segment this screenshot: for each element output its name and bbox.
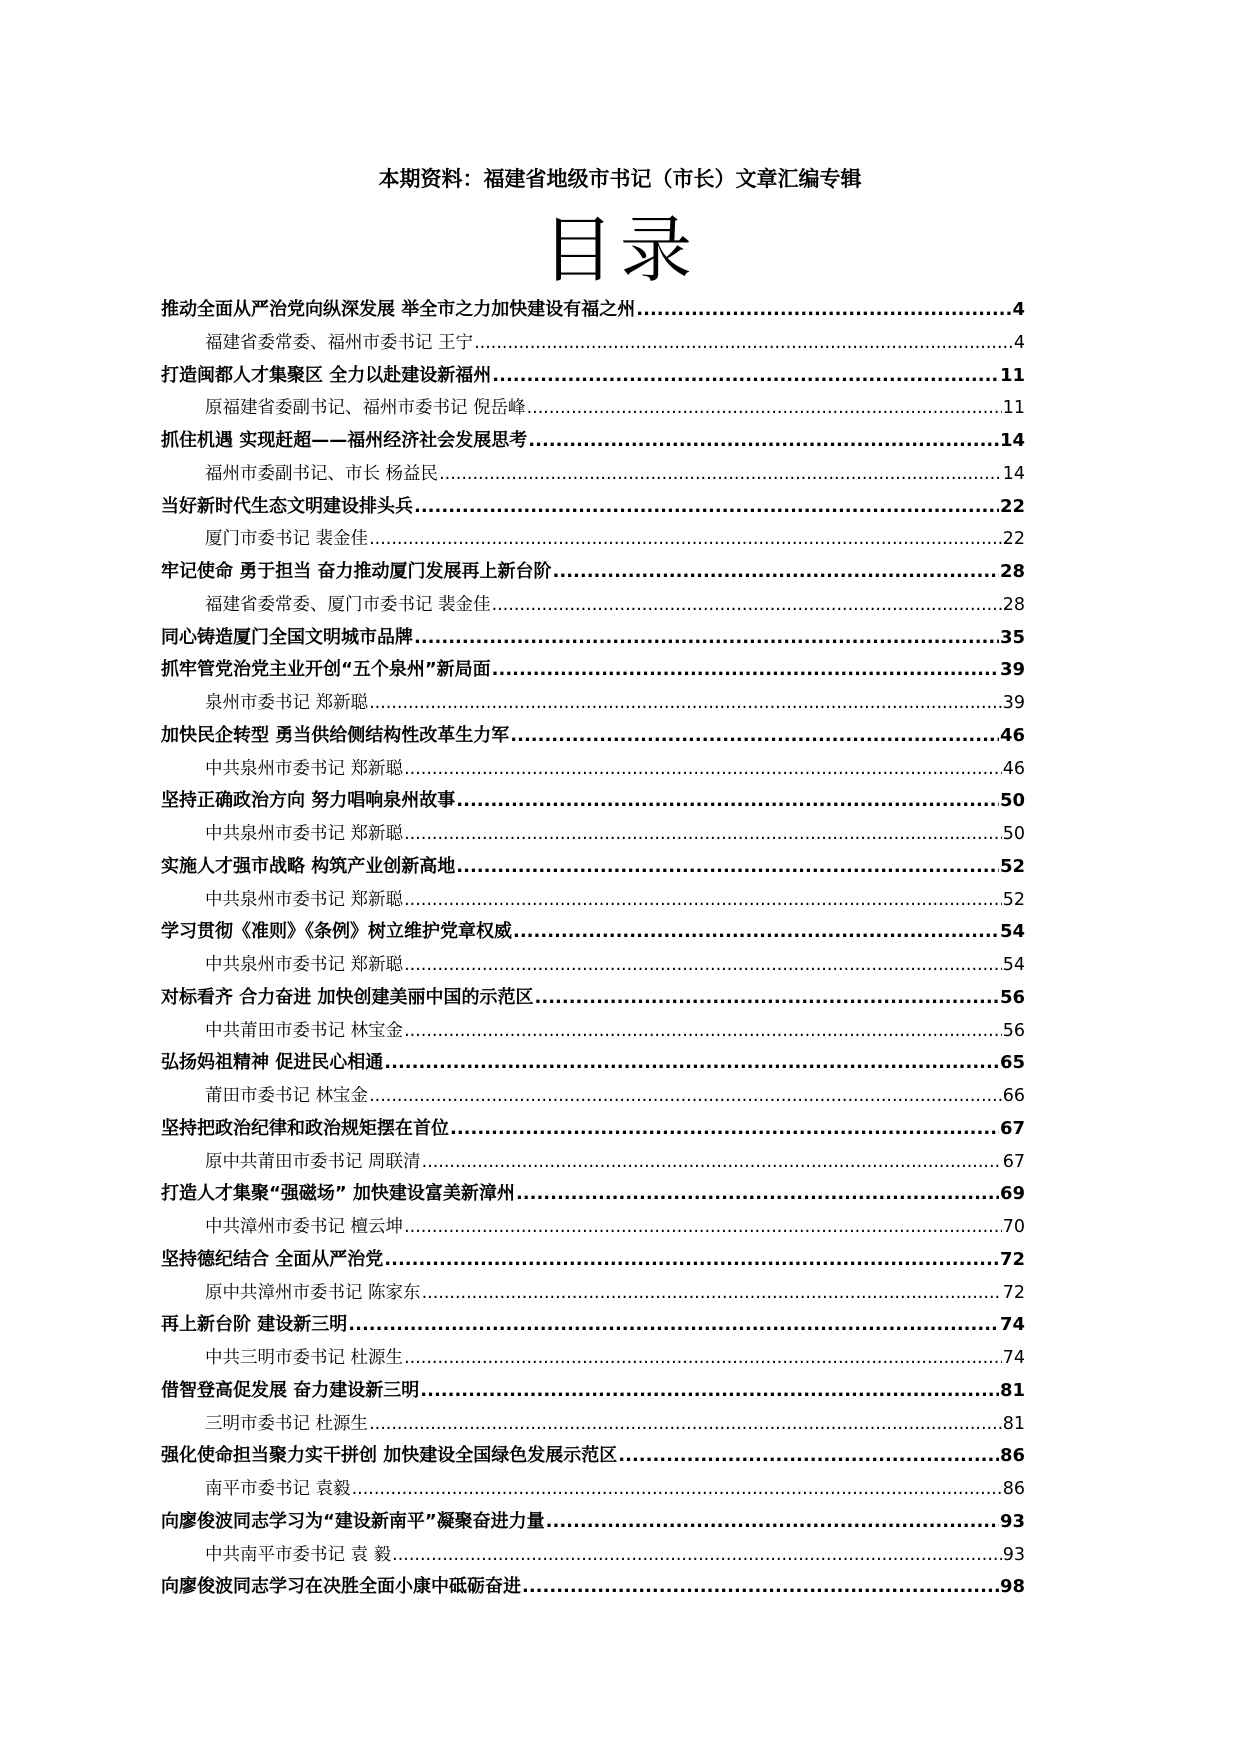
dot-leader bbox=[404, 818, 1002, 851]
dot-leader bbox=[414, 491, 999, 524]
dot-leader bbox=[456, 785, 999, 818]
toc-page-number: 50 bbox=[999, 790, 1025, 812]
toc-entry-author: 福州市委副书记、市长 杨益民 bbox=[205, 463, 439, 484]
toc-page-number: 56 bbox=[999, 986, 1025, 1008]
toc-entry-title: 当好新时代生态文明建设排头兵 bbox=[161, 495, 413, 517]
toc-entry-title: 推动全面从严治党向纵深发展 举全市之力加快建设有福之州 bbox=[161, 299, 636, 320]
toc-page-number: 67 bbox=[1002, 1151, 1025, 1172]
toc-page-number: 35 bbox=[999, 626, 1025, 648]
dot-leader bbox=[522, 1571, 999, 1604]
toc-entry[interactable] bbox=[161, 1571, 1025, 1604]
toc-author-entry[interactable] bbox=[161, 327, 1025, 360]
toc-entry-title: 牢记使命 勇于担当 奋力推动厦门发展再上新台阶 bbox=[161, 561, 552, 582]
dot-leader bbox=[618, 1440, 999, 1473]
toc-page-number: 81 bbox=[999, 1379, 1025, 1401]
toc-entry[interactable] bbox=[161, 622, 1025, 655]
toc-author-entry[interactable] bbox=[161, 1539, 1025, 1572]
toc-entry-title: 弘扬妈祖精神 促进民心相通 bbox=[161, 1052, 384, 1074]
toc-entry-title: 抓牢管党治党主业开创“五个泉州”新局面 bbox=[161, 659, 491, 681]
dot-leader bbox=[414, 622, 999, 655]
toc-author-entry[interactable] bbox=[161, 392, 1025, 425]
toc-entry-author: 莆田市委书记 林宝金 bbox=[205, 1086, 369, 1106]
dot-leader bbox=[439, 458, 1002, 491]
toc-entry-author: 南平市委书记 袁毅 bbox=[205, 1479, 351, 1499]
toc-entry-author: 中共泉州市委书记 郑新聪 bbox=[205, 824, 404, 844]
toc-entry-author: 中共莆田市委书记 林宝金 bbox=[205, 1020, 404, 1041]
toc-author-entry[interactable] bbox=[161, 523, 1025, 556]
toc-entry-author: 原中共漳州市委书记 陈家东 bbox=[205, 1282, 421, 1303]
toc-page-number: 11 bbox=[999, 364, 1025, 386]
toc-entry[interactable] bbox=[161, 556, 1025, 589]
dot-leader bbox=[492, 654, 999, 687]
toc-entry-title: 向廖俊波同志学习在决胜全面小康中砥砺奋进 bbox=[161, 1576, 521, 1598]
toc-author-entry[interactable] bbox=[161, 1473, 1025, 1506]
dot-leader bbox=[516, 1178, 999, 1211]
toc-entry-author: 中共泉州市委书记 郑新聪 bbox=[205, 955, 404, 975]
toc-page-number: 72 bbox=[1002, 1282, 1025, 1303]
dot-leader bbox=[513, 916, 999, 949]
dot-leader bbox=[404, 1342, 1002, 1375]
toc-page-number: 14 bbox=[1002, 463, 1025, 484]
toc-page-number: 28 bbox=[999, 561, 1025, 582]
dot-leader bbox=[546, 1506, 999, 1539]
dot-leader bbox=[510, 720, 999, 753]
toc-page-number: 52 bbox=[1002, 889, 1025, 910]
toc-entry[interactable] bbox=[161, 916, 1025, 949]
toc-entry-title: 实施人才强市战略 构筑产业创新高地 bbox=[161, 855, 456, 877]
toc-page-number: 4 bbox=[1013, 332, 1025, 353]
toc-entry[interactable] bbox=[161, 720, 1025, 753]
toc-entry-author: 中共南平市委书记 袁 毅 bbox=[205, 1544, 392, 1565]
dot-leader bbox=[528, 425, 999, 458]
dot-leader bbox=[422, 1146, 1002, 1179]
toc-entry-author: 厦门市委书记 裴金佳 bbox=[205, 529, 369, 550]
toc-page-number: 14 bbox=[999, 430, 1025, 451]
toc-entry-author: 三明市委书记 杜源生 bbox=[205, 1413, 369, 1434]
toc-author-entry[interactable] bbox=[161, 1342, 1025, 1375]
toc-page-number: 69 bbox=[999, 1183, 1025, 1205]
toc-entry-author: 泉州市委书记 郑新聪 bbox=[205, 693, 369, 713]
toc-page-number: 22 bbox=[999, 495, 1025, 517]
toc-page-number: 46 bbox=[1002, 758, 1025, 779]
dot-leader bbox=[535, 982, 999, 1015]
toc-entry-title: 坚持德纪结合 全面从严治党 bbox=[161, 1248, 384, 1270]
toc-title: 目录 bbox=[541, 208, 698, 292]
dot-leader bbox=[404, 884, 1002, 917]
toc-entry-title: 对标看齐 合力奋进 加快创建美丽中国的示范区 bbox=[161, 986, 534, 1008]
toc-entry-author: 福建省委常委、厦门市委书记 裴金佳 bbox=[205, 594, 491, 615]
toc-author-entry[interactable] bbox=[161, 1408, 1025, 1441]
toc-author-entry[interactable] bbox=[161, 458, 1025, 491]
toc-page-number: 56 bbox=[1002, 1020, 1025, 1041]
toc-page-number: 74 bbox=[999, 1314, 1025, 1336]
dot-leader bbox=[384, 1047, 999, 1080]
dot-leader bbox=[404, 949, 1002, 982]
toc-author-entry[interactable] bbox=[161, 753, 1025, 786]
dot-leader bbox=[369, 1080, 1002, 1113]
dot-leader bbox=[348, 1309, 999, 1342]
toc-entry[interactable] bbox=[161, 1506, 1025, 1539]
toc-entry-title: 学习贯彻《准则》《条例》树立维护党章权威 bbox=[161, 921, 512, 943]
toc-author-entry[interactable] bbox=[161, 1146, 1025, 1179]
toc-author-entry[interactable] bbox=[161, 1015, 1025, 1048]
toc-entry-title: 再上新台阶 建设新三明 bbox=[161, 1314, 348, 1336]
dot-leader bbox=[456, 851, 999, 884]
toc-entry-title: 加快民企转型 勇当供给侧结构性改革生力军 bbox=[161, 724, 510, 746]
dot-leader bbox=[404, 1211, 1002, 1244]
dot-leader bbox=[553, 556, 999, 589]
toc-entry-author: 原中共莆田市委书记 周联清 bbox=[205, 1151, 421, 1172]
toc-page-number: 39 bbox=[999, 659, 1025, 681]
dot-leader bbox=[404, 1015, 1002, 1048]
toc-entry-title: 打造人才集聚“强磁场” 加快建设富美新漳州 bbox=[161, 1183, 515, 1205]
toc-entry-author: 中共泉州市委书记 郑新聪 bbox=[205, 889, 404, 910]
toc-author-entry[interactable] bbox=[161, 687, 1025, 720]
toc-page-number: 11 bbox=[1002, 398, 1025, 419]
dot-leader bbox=[492, 360, 999, 393]
dot-leader bbox=[474, 327, 1013, 360]
toc-author-entry[interactable] bbox=[161, 949, 1025, 982]
toc-page-number: 65 bbox=[999, 1052, 1025, 1074]
dot-leader bbox=[369, 1408, 1002, 1441]
dot-leader bbox=[450, 1113, 999, 1146]
toc-entry[interactable] bbox=[161, 1309, 1025, 1342]
toc-entry[interactable] bbox=[161, 785, 1025, 818]
toc-page-number: 28 bbox=[1002, 594, 1025, 615]
toc-entry-author: 原福建省委副书记、福州市委书记 倪岳峰 bbox=[205, 398, 526, 419]
toc-page-number: 54 bbox=[1002, 955, 1025, 975]
issue-subtitle: 本期资料：福建省地级市书记（市长）文章汇编专辑 bbox=[378, 167, 862, 191]
dot-leader bbox=[420, 1375, 999, 1408]
toc-entry[interactable] bbox=[161, 1244, 1025, 1277]
toc-page-number: 93 bbox=[999, 1510, 1025, 1532]
toc-entry-title: 强化使命担当聚力实干拼创 加快建设全国绿色发展示范区 bbox=[161, 1445, 618, 1467]
toc-entry[interactable] bbox=[161, 1440, 1025, 1473]
dot-leader bbox=[369, 523, 1002, 556]
toc-entry[interactable] bbox=[161, 491, 1025, 524]
toc-entry-title: 打造闽都人才集聚区 全力以赴建设新福州 bbox=[161, 364, 492, 386]
toc-entry-author: 中共三明市委书记 杜源生 bbox=[205, 1348, 404, 1368]
dot-leader bbox=[422, 1277, 1002, 1310]
toc-author-entry[interactable] bbox=[161, 1080, 1025, 1113]
dot-leader bbox=[527, 392, 1002, 425]
toc-page-number: 39 bbox=[1002, 693, 1025, 713]
toc-author-entry[interactable] bbox=[161, 884, 1025, 917]
toc-page-number: 81 bbox=[1002, 1413, 1025, 1434]
toc-page-number: 86 bbox=[999, 1445, 1025, 1467]
toc-entry[interactable] bbox=[161, 360, 1025, 393]
toc-list bbox=[161, 294, 1025, 1604]
toc-entry[interactable] bbox=[161, 1375, 1025, 1408]
toc-entry-author: 福建省委常委、福州市委书记 王宁 bbox=[205, 332, 474, 353]
toc-page-number: 72 bbox=[999, 1248, 1025, 1270]
toc-page-number: 50 bbox=[1002, 824, 1025, 844]
toc-page-number: 46 bbox=[999, 724, 1025, 746]
toc-page-number: 98 bbox=[999, 1576, 1025, 1598]
toc-author-entry[interactable] bbox=[161, 589, 1025, 622]
toc-page-number: 22 bbox=[1002, 529, 1025, 550]
toc-page-number: 70 bbox=[1002, 1217, 1025, 1237]
toc-entry[interactable] bbox=[161, 1113, 1025, 1146]
toc-author-entry[interactable] bbox=[161, 1277, 1025, 1310]
toc-entry-title: 借智登高促发展 奋力建设新三明 bbox=[161, 1379, 420, 1401]
toc-page-number: 86 bbox=[1002, 1479, 1025, 1499]
toc-page-number: 4 bbox=[1012, 299, 1025, 320]
toc-entry[interactable] bbox=[161, 1047, 1025, 1080]
dot-leader bbox=[352, 1473, 1002, 1506]
toc-page-number: 93 bbox=[1002, 1544, 1025, 1565]
toc-entry-title: 坚持正确政治方向 努力唱响泉州故事 bbox=[161, 790, 456, 812]
toc-entry[interactable] bbox=[161, 654, 1025, 687]
toc-entry[interactable] bbox=[161, 982, 1025, 1015]
toc-entry-title: 向廖俊波同志学习为“建设新南平”凝聚奋进力量 bbox=[161, 1510, 545, 1532]
dot-leader bbox=[636, 294, 1011, 327]
toc-page-number: 67 bbox=[999, 1117, 1025, 1139]
toc-entry[interactable] bbox=[161, 425, 1025, 458]
toc-page-number: 52 bbox=[999, 855, 1025, 877]
toc-page-number: 54 bbox=[999, 921, 1025, 943]
toc-entry-author: 中共漳州市委书记 檀云坤 bbox=[205, 1217, 404, 1237]
toc-entry-author: 中共泉州市委书记 郑新聪 bbox=[205, 758, 404, 779]
toc-entry[interactable] bbox=[161, 1178, 1025, 1211]
toc-entry-title: 同心铸造厦门全国文明城市品牌 bbox=[161, 626, 413, 648]
toc-author-entry[interactable] bbox=[161, 1211, 1025, 1244]
dot-leader bbox=[369, 687, 1002, 720]
dot-leader bbox=[492, 589, 1002, 622]
dot-leader bbox=[404, 753, 1002, 786]
toc-entry[interactable] bbox=[161, 851, 1025, 884]
toc-page-number: 66 bbox=[1002, 1086, 1025, 1106]
toc-entry[interactable] bbox=[161, 294, 1025, 327]
toc-entry-title: 抓住机遇 实现赶超——福州经济社会发展思考 bbox=[161, 430, 528, 451]
dot-leader bbox=[384, 1244, 999, 1277]
dot-leader bbox=[392, 1539, 1002, 1572]
toc-author-entry[interactable] bbox=[161, 818, 1025, 851]
toc-entry-title: 坚持把政治纪律和政治规矩摆在首位 bbox=[161, 1117, 449, 1139]
toc-page-number: 74 bbox=[1002, 1348, 1025, 1368]
